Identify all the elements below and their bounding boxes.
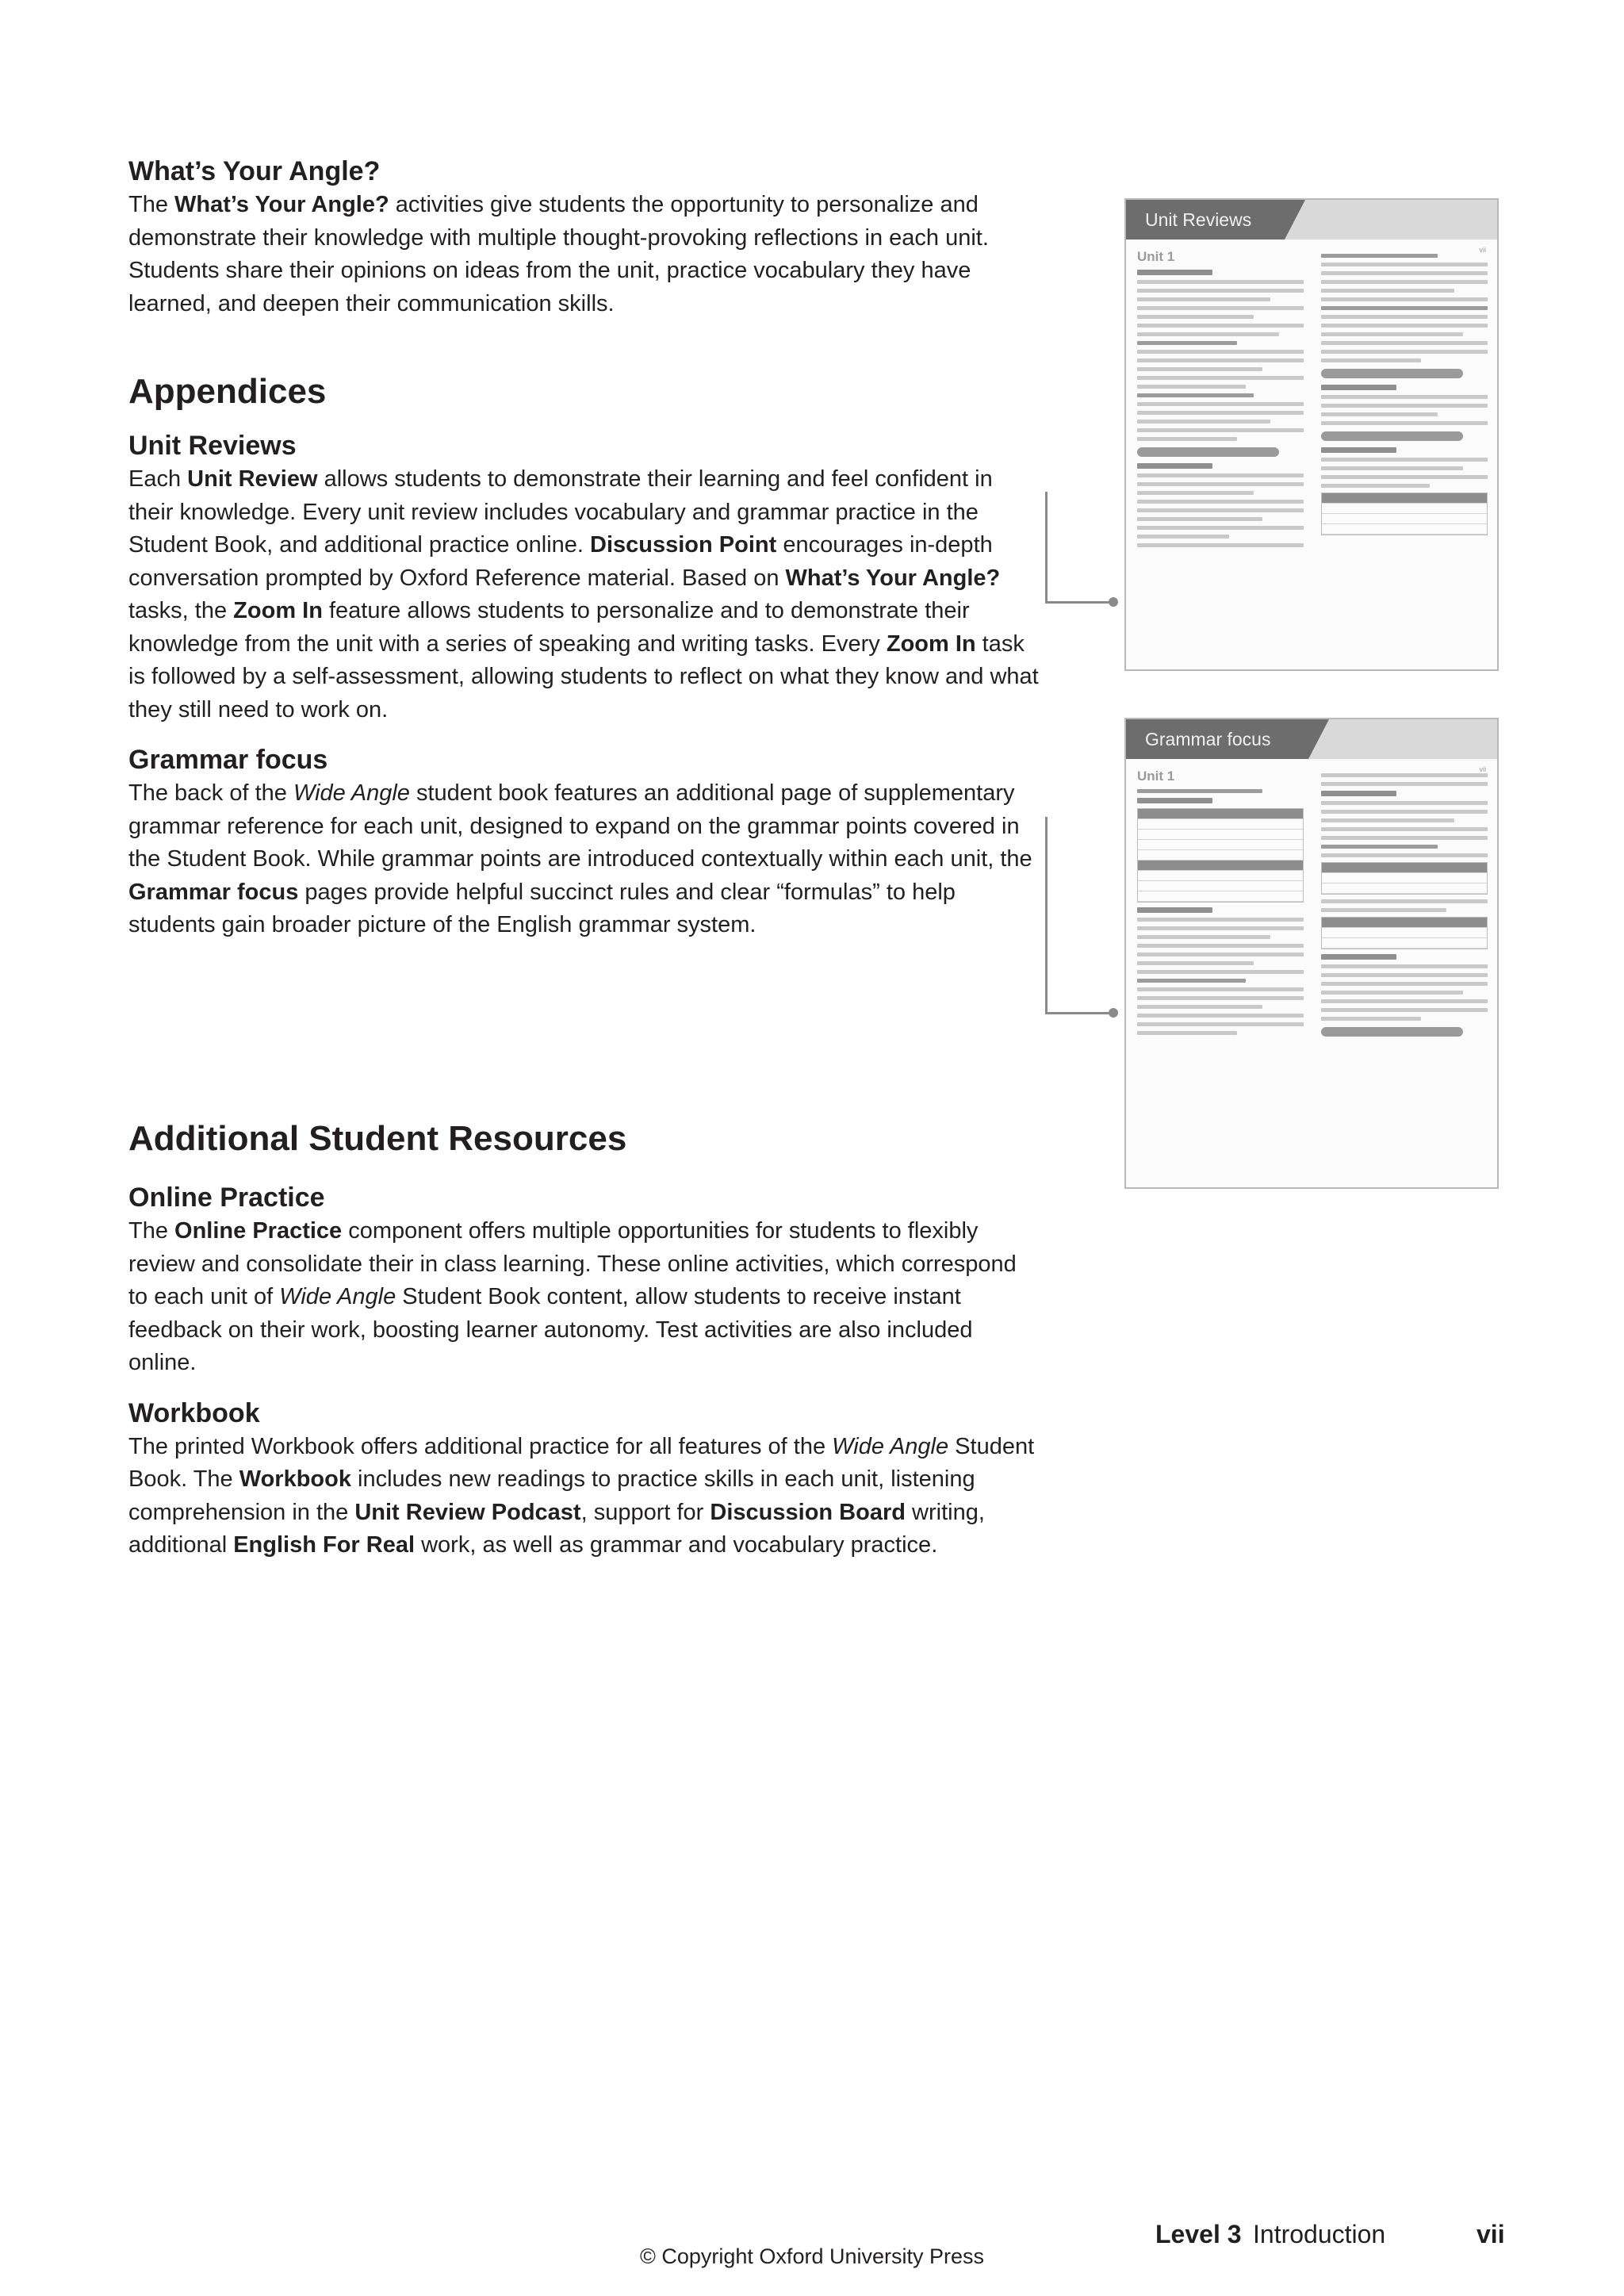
subsection-heading: Workbook xyxy=(128,1397,260,1428)
section-heading: Additional Student Resources xyxy=(128,1119,627,1158)
thumbnail-header xyxy=(1126,719,1497,759)
subsection-heading: Online Practice xyxy=(128,1182,325,1213)
thumbnail-title: Grammar focus xyxy=(1126,719,1308,759)
additional-resources-section xyxy=(128,1117,1040,1562)
subsection-heading: Unit Reviews xyxy=(128,431,297,461)
online-practice-paragraph: The Online Practice component offers multiple opportunities for students to flexibly review and consolidate their in class learning. These online activities, which correspond to each unit of Wide Angle Student Book content, allow students to receive instant feedback on their work, boosting learner autonomy. Test activities are also included online. xyxy=(128,1218,1017,1375)
page-number: vii xyxy=(1477,2220,1505,2248)
thumbnail-unit-label: Unit 1 xyxy=(1137,249,1175,264)
connector-dot xyxy=(1109,1008,1118,1018)
connector-line xyxy=(1045,817,1116,1014)
section-heading: Appendices xyxy=(128,372,327,411)
connector-dot xyxy=(1109,597,1118,607)
grammar-focus-thumbnail: Grammar focus Unit 1 vii xyxy=(1124,718,1499,1189)
paragraph: The What’s Your Angle? activities give students the opportunity to personalize and demonstrate their knowledge with multiple thought-provoking reflections in each unit. Students share their opinions on ideas from the unit, practice vocabulary they have learned, and deepen their communication skills. xyxy=(128,192,989,316)
thumbnail-header xyxy=(1126,200,1497,240)
footer-section: Introduction xyxy=(1253,2220,1386,2248)
unit-reviews-paragraph: Each Unit Review allows students to demonstrate their learning and feel confident in their knowledge. Every unit review includes vocabulary and grammar practice in the Student Book, and additional practice online. Discussion Point encourages in-depth conversation prompted by Oxford Reference material. Based on What’s Your Angle? tasks, the Zoom In feature allows students to personalize and to demonstrate their knowledge from the unit with a series of speaking and writing tasks. Every Zoom In task is followed by a self-assessment, allowing students to reflect on what they know and what they still need to work on. xyxy=(128,466,1039,723)
unit-reviews-thumbnail: Unit Reviews Unit 1 vii xyxy=(1124,198,1499,671)
footer-level: Level 3 xyxy=(1155,2220,1242,2248)
grammar-focus-paragraph: The back of the Wide Angle student book features an additional page of supplementary grammar reference for each unit, designed to expand on the grammar points covered in the Student Book. While grammar points are introduced contextually within each unit, the Grammar focus pages provide helpful succinct rules and clear “formulas” to help students gain broader picture of the English grammar system. xyxy=(128,780,1032,937)
copyright-text: © Copyright Oxford University Press xyxy=(639,2244,985,2268)
appendices-section xyxy=(128,370,1040,942)
subsection-heading: Grammar focus xyxy=(128,745,328,775)
whats-your-angle-section xyxy=(128,154,1040,320)
copyright-notice xyxy=(0,2243,1624,2270)
thumbnail-title: Unit Reviews xyxy=(1126,200,1285,240)
thumbnail-unit-label: Unit 1 xyxy=(1137,769,1175,784)
connector-line xyxy=(1045,492,1116,604)
section-heading: What’s Your Angle? xyxy=(128,156,381,186)
workbook-paragraph: The printed Workbook offers additional practice for all features of the Wide Angle Student Book. The Workbook includes new readings to practice skills in each unit, listening comprehension in the Unit Review Podcast, support for Discussion Board writing, additional English For Real work, as well as grammar and vocabulary practice. xyxy=(128,1433,1035,1558)
